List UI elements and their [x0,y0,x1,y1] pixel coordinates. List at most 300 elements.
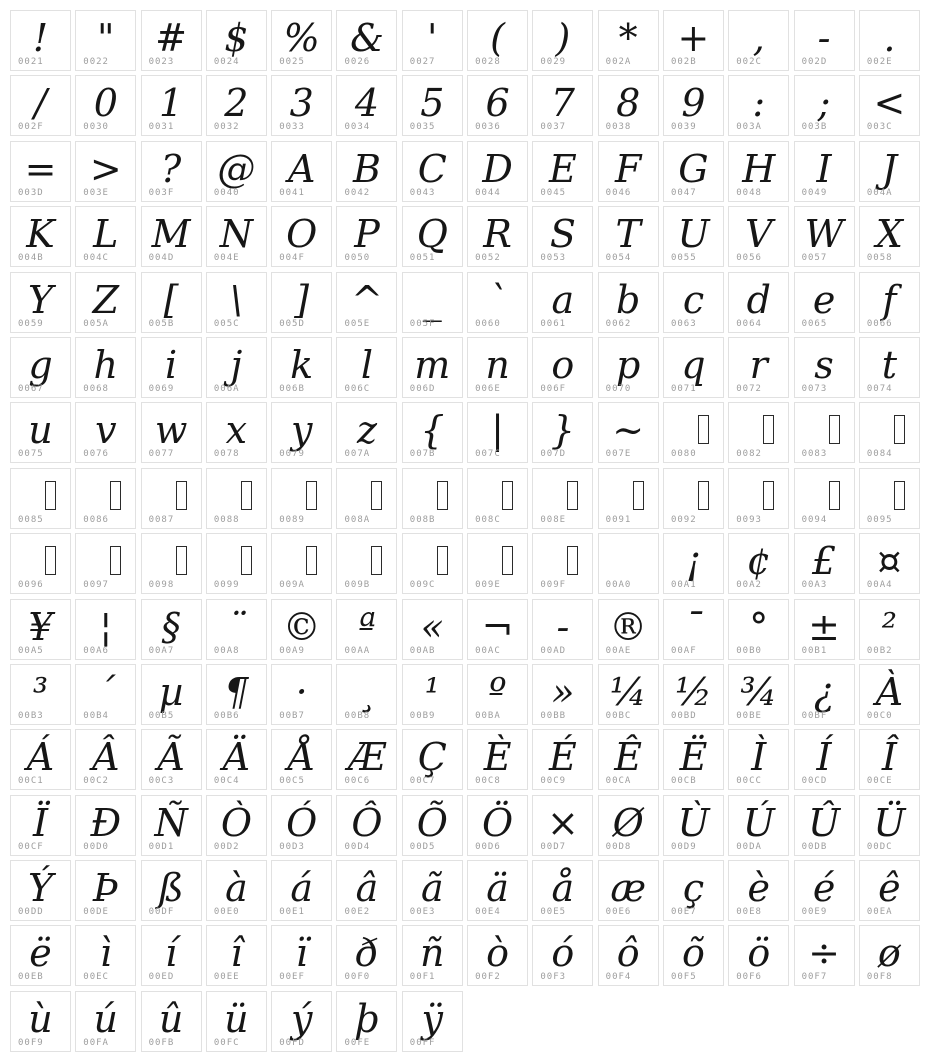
glyph-cell-00F1[interactable] [402,925,463,986]
glyph: w [154,408,188,453]
glyph-cell-00AB[interactable] [402,599,463,660]
glyph-cell-008A[interactable] [336,468,397,529]
glyph-cell-00E9[interactable] [794,860,855,921]
codepoint-label: 0045 [540,187,567,198]
glyph-cell-00F0[interactable] [336,925,397,986]
glyph-cell-00A1[interactable] [663,533,724,594]
glyph-cell-0077[interactable] [141,402,202,463]
glyph: 3 [289,81,314,126]
codepoint-label: 0097 [83,580,109,591]
glyph-cell-009E[interactable] [467,533,528,594]
glyph: 6 [485,81,510,126]
glyph-cell-0072[interactable] [728,337,789,398]
codepoint-label: 0066 [866,318,893,329]
codepoint-label: 00CF [18,841,44,852]
glyph-cell-005A[interactable] [75,272,136,333]
glyph-cell-00B4[interactable] [75,664,136,725]
glyph-cell-00CD[interactable] [794,729,855,790]
glyph-cell-006D[interactable] [402,337,463,398]
glyph-cell-0092[interactable] [663,468,724,529]
glyph-cell-006C[interactable] [336,337,397,398]
glyph-cell-00E3[interactable] [402,860,463,921]
glyph-cell-0033[interactable] [271,75,332,136]
glyph-cell-003C[interactable] [859,75,920,136]
glyph-cell-0038[interactable] [598,75,659,136]
glyph-cell-005E[interactable] [336,272,397,333]
codepoint-label: 00EF [279,972,305,983]
glyph-cell-00A3[interactable] [794,533,855,594]
glyph-cell-00DD[interactable] [10,860,71,921]
glyph: P [354,212,380,257]
glyph-cell-00EF[interactable] [271,925,332,986]
glyph-cell-00C0[interactable] [859,664,920,725]
glyph-cell-00EC[interactable] [75,925,136,986]
glyph-cell-0067[interactable] [10,337,71,398]
glyph-cell-0073[interactable] [794,337,855,398]
glyph: ² [881,604,897,649]
glyph-cell-004D[interactable] [141,206,202,267]
glyph-cell-002F[interactable] [10,75,71,136]
glyph-cell-0043[interactable] [402,141,463,202]
glyph-cell-00F4[interactable] [598,925,659,986]
glyph-cell-0062[interactable] [598,272,659,333]
glyph-cell-0093[interactable] [728,468,789,529]
glyph-cell-00FE[interactable] [336,991,397,1052]
glyph-cell-0051[interactable] [402,206,463,267]
glyph-cell-0098[interactable] [141,533,202,594]
glyph-cell-00B5[interactable] [141,664,202,725]
codepoint-label: 0052 [475,253,501,264]
glyph-cell-00DB[interactable] [794,795,855,856]
glyph-cell-0053[interactable] [532,206,593,267]
glyph: E [549,146,577,191]
glyph-cell-003A[interactable] [728,75,789,136]
glyph-cell-00E1[interactable] [271,860,332,921]
glyph-cell-00D0[interactable] [75,795,136,856]
glyph-cell-004A[interactable] [859,141,920,202]
glyph-cell-00AA[interactable] [336,599,397,660]
codepoint-label: 0096 [18,580,44,591]
glyph-cell-0055[interactable] [663,206,724,267]
glyph-cell-005B[interactable] [141,272,202,333]
glyph-cell-0052[interactable] [467,206,528,267]
glyph-cell-00E4[interactable] [467,860,528,921]
codepoint-label: 00A1 [670,580,697,591]
glyph-cell-0040[interactable] [206,141,267,202]
glyph-cell-00AF[interactable] [663,599,724,660]
codepoint-label: 003F [148,187,175,198]
glyph-cell-003F[interactable] [141,141,202,202]
glyph-cell-0065[interactable] [794,272,855,333]
glyph-cell-004E[interactable] [206,206,267,267]
glyph-cell-0085[interactable] [10,468,71,529]
glyph-cell-00CB[interactable] [663,729,724,790]
codepoint-label: 00EE [213,972,240,983]
glyph-cell-008E[interactable] [532,468,593,529]
glyph-cell-00D4[interactable] [336,795,397,856]
glyph-cell-0057[interactable] [794,206,855,267]
glyph-cell-00AE[interactable] [598,599,659,660]
codepoint-label: 007D [540,449,567,460]
glyph-cell-0036[interactable] [467,75,528,136]
glyph-cell-00CC[interactable] [728,729,789,790]
glyph-cell-00E0[interactable] [206,860,267,921]
glyph-cell-007C[interactable] [467,402,528,463]
codepoint-label: 00DE [83,907,109,918]
glyph-cell-00A0[interactable] [598,533,659,594]
glyph-cell-00FC[interactable] [206,991,267,1052]
glyph-cell-0069[interactable] [141,337,202,398]
glyph-cell-00F5[interactable] [663,925,724,986]
glyph: õ [682,931,705,976]
glyph-cell-002B[interactable] [663,10,724,71]
glyph-cell-00F2[interactable] [467,925,528,986]
glyph: c [682,277,705,322]
glyph-cell-0059[interactable] [10,272,71,333]
glyph-cell-0087[interactable] [141,468,202,529]
glyph-cell-00EA[interactable] [859,860,920,921]
glyph-cell-00F8[interactable] [859,925,920,986]
glyph-cell-00D3[interactable] [271,795,332,856]
codepoint-label: 004E [213,253,240,264]
glyph-cell-0024[interactable] [206,10,267,71]
glyph-cell-009C[interactable] [402,533,463,594]
glyph-cell-0041[interactable] [271,141,332,202]
glyph-cell-003D[interactable] [10,141,71,202]
glyph-cell-00B6[interactable] [206,664,267,725]
codepoint-label: 0094 [801,514,828,525]
glyph-cell-00A6[interactable] [75,599,136,660]
codepoint-label: 00D8 [605,841,632,852]
glyph: $ [224,16,249,60]
glyph-cell-00DC[interactable] [859,795,920,856]
glyph-cell-002E[interactable] [859,10,920,71]
glyph-cell-0046[interactable] [598,141,659,202]
glyph-cell-00A9[interactable] [271,599,332,660]
glyph-cell-0025[interactable] [271,10,332,71]
glyph: ô [616,931,640,976]
glyph-cell-0082[interactable] [728,402,789,463]
glyph-cell-006A[interactable] [206,337,267,398]
glyph-cell-00C9[interactable] [532,729,593,790]
glyph-cell-0099[interactable] [206,533,267,594]
glyph-cell-0050[interactable] [336,206,397,267]
glyph-cell-00C7[interactable] [402,729,463,790]
glyph-cell-0078[interactable] [206,402,267,463]
glyph-cell-00A5[interactable] [10,599,71,660]
glyph-cell-00E8[interactable] [728,860,789,921]
codepoint-label: 0042 [344,187,371,198]
glyph-cell-00A7[interactable] [141,599,202,660]
codepoint-label: 00F3 [540,972,567,983]
glyph-cell-0068[interactable] [75,337,136,398]
glyph-cell-00E2[interactable] [336,860,397,921]
glyph-cell-00B9[interactable] [402,664,463,725]
glyph-cell-00FA[interactable] [75,991,136,1052]
glyph-cell-0054[interactable] [598,206,659,267]
codepoint-label: 00DB [801,841,828,852]
glyph-cell-00A8[interactable] [206,599,267,660]
codepoint-label: 00F5 [670,972,697,983]
glyph-cell-00D1[interactable] [141,795,202,856]
glyph-cell-005D[interactable] [271,272,332,333]
codepoint-label: 0099 [213,580,240,591]
glyph-cell-00ED[interactable] [141,925,202,986]
notdef-box-glyph [337,469,396,515]
glyph-cell-003B[interactable] [794,75,855,136]
codepoint-label: 002F [18,122,44,133]
glyph-cell-0084[interactable] [859,402,920,463]
notdef-box-glyph [860,469,919,515]
codepoint-label: 0070 [605,383,632,394]
glyph-cell-0056[interactable] [728,206,789,267]
glyph-cell-009B[interactable] [336,533,397,594]
glyph-cell-00B2[interactable] [859,599,920,660]
codepoint-label: 009F [540,580,567,591]
glyph-cell-0021[interactable] [10,10,71,71]
glyph-cell-0047[interactable] [663,141,724,202]
glyph-cell-006B[interactable] [271,337,332,398]
glyph-cell-004B[interactable] [10,206,71,267]
codepoint-label: 00BE [736,710,762,721]
glyph-cell-00EB[interactable] [10,925,71,986]
glyph-cell-00F3[interactable] [532,925,593,986]
glyph: É [549,735,577,780]
glyph-cell-0030[interactable] [75,75,136,136]
glyph-cell-0083[interactable] [794,402,855,463]
glyph-cell-00C2[interactable] [75,729,136,790]
glyph-cell-00A2[interactable] [728,533,789,594]
glyph-cell-00CF[interactable] [10,795,71,856]
glyph-cell-0064[interactable] [728,272,789,333]
glyph-cell-0091[interactable] [598,468,659,529]
glyph-cell-00BF[interactable] [794,664,855,725]
glyph-cell-0035[interactable] [402,75,463,136]
codepoint-label: 00B1 [801,645,828,656]
glyph-cell-0031[interactable] [141,75,202,136]
glyph-cell-00B0[interactable] [728,599,789,660]
glyph-cell-008C[interactable] [467,468,528,529]
glyph-cell-0066[interactable] [859,272,920,333]
glyph-cell-00DF[interactable] [141,860,202,921]
glyph-cell-00FD[interactable] [271,991,332,1052]
codepoint-label: 00C3 [148,776,175,787]
glyph: Û [808,800,841,845]
glyph: p [616,342,641,387]
glyph-cell-00CA[interactable] [598,729,659,790]
glyph-cell-002D[interactable] [794,10,855,71]
glyph-cell-00E7[interactable] [663,860,724,921]
glyph-cell-0039[interactable] [663,75,724,136]
glyph-cell-00D2[interactable] [206,795,267,856]
glyph-cell-00C1[interactable] [10,729,71,790]
glyph: M [151,212,191,257]
glyph: * [618,16,638,60]
glyph-cell-00FB[interactable] [141,991,202,1052]
glyph-cell-0089[interactable] [271,468,332,529]
glyph: | [491,408,504,453]
codepoint-label: 0059 [18,318,44,329]
glyph-cell-00E5[interactable] [532,860,593,921]
glyph-cell-0034[interactable] [336,75,397,136]
glyph: ³ [32,669,49,714]
glyph-cell-00BB[interactable] [532,664,593,725]
glyph-cell-0080[interactable] [663,402,724,463]
glyph-cell-00CE[interactable] [859,729,920,790]
glyph-cell-0071[interactable] [663,337,724,398]
glyph: Ô [351,800,383,845]
glyph-cell-002A[interactable] [598,10,659,71]
glyph-cell-0023[interactable] [141,10,202,71]
glyph-cell-0075[interactable] [10,402,71,463]
glyph-cell-005C[interactable] [206,272,267,333]
glyph-cell-0029[interactable] [532,10,593,71]
glyph-cell-00F9[interactable] [10,991,71,1052]
glyph-cell-0076[interactable] [75,402,136,463]
glyph-cell-0058[interactable] [859,206,920,267]
glyph: 8 [616,81,641,126]
glyph-cell-005F[interactable] [402,272,463,333]
glyph-cell-00C4[interactable] [206,729,267,790]
codepoint-label: 0085 [18,514,44,525]
glyph-cell-0026[interactable] [336,10,397,71]
glyph-cell-0022[interactable] [75,10,136,71]
glyph-cell-007E[interactable] [598,402,659,463]
glyph: % [283,16,320,60]
glyph: Å [287,735,316,780]
glyph-cell-00B3[interactable] [10,664,71,725]
glyph-cell-00D7[interactable] [532,795,593,856]
glyph-cell-00B1[interactable] [794,599,855,660]
glyph-cell-006F[interactable] [532,337,593,398]
glyph: ÷ [808,931,840,976]
codepoint-label: 00C5 [279,776,305,787]
glyph-cell-002C[interactable] [728,10,789,71]
glyph-cell-00AC[interactable] [467,599,528,660]
codepoint-label: 0046 [605,187,632,198]
glyph-cell-00C5[interactable] [271,729,332,790]
glyph: â [355,866,379,911]
glyph-cell-00D5[interactable] [402,795,463,856]
glyph-cell-00BD[interactable] [663,664,724,725]
glyph-cell-004C[interactable] [75,206,136,267]
glyph-cell-00BE[interactable] [728,664,789,725]
codepoint-label: 0067 [18,383,44,394]
glyph-cell-00C6[interactable] [336,729,397,790]
glyph-cell-00FF[interactable] [402,991,463,1052]
glyph-cell-006E[interactable] [467,337,528,398]
glyph: á [290,866,314,911]
glyph-cell-003E[interactable] [75,141,136,202]
glyph: ] [294,277,310,322]
glyph-cell-0079[interactable] [271,402,332,463]
glyph-cell-0096[interactable] [10,533,71,594]
codepoint-label: 00AC [475,645,501,656]
glyph: , [752,16,765,60]
codepoint-label: 00BD [670,710,697,721]
codepoint-label: 0060 [475,318,501,329]
glyph-cell-0061[interactable] [532,272,593,333]
glyph-cell-0044[interactable] [467,141,528,202]
glyph-cell-00A4[interactable] [859,533,920,594]
glyph-cell-009F[interactable] [532,533,593,594]
glyph-cell-00B7[interactable] [271,664,332,725]
glyph: 1 [159,81,184,126]
glyph-cell-0063[interactable] [663,272,724,333]
glyph: È [483,735,512,780]
glyph-cell-0032[interactable] [206,75,267,136]
glyph-cell-0095[interactable] [859,468,920,529]
glyph-cell-0060[interactable] [467,272,528,333]
glyph-cell-0086[interactable] [75,468,136,529]
codepoint-label: 00C2 [83,776,109,787]
glyph-cell-0037[interactable] [532,75,593,136]
glyph-cell-007B[interactable] [402,402,463,463]
glyph-cell-007D[interactable] [532,402,593,463]
glyph-cell-00F6[interactable] [728,925,789,986]
glyph-cell-009A[interactable] [271,533,332,594]
codepoint-label: 0043 [409,187,436,198]
codepoint-label: 00B0 [736,645,762,656]
glyph: å [551,866,575,911]
glyph-cell-0028[interactable] [467,10,528,71]
glyph-cell-00C8[interactable] [467,729,528,790]
glyph-cell-008B[interactable] [402,468,463,529]
glyph: i [165,342,178,387]
codepoint-label: 0025 [279,57,305,67]
glyph-cell-0070[interactable] [598,337,659,398]
codepoint-label: 00DA [736,841,762,852]
glyph: q [681,342,706,387]
glyph-cell-00DA[interactable] [728,795,789,856]
glyph-cell-0074[interactable] [859,337,920,398]
glyph-cell-0042[interactable] [336,141,397,202]
notdef-box-glyph [403,534,462,580]
glyph: ü [224,996,249,1041]
glyph-cell-0048[interactable] [728,141,789,202]
codepoint-label: 00D7 [540,841,567,852]
glyph-cell-00F7[interactable] [794,925,855,986]
glyph: ¥ [28,604,53,649]
glyph-cell-00DE[interactable] [75,860,136,921]
glyph-cell-0094[interactable] [794,468,855,529]
glyph: ^ [351,277,383,322]
glyph: ¯ [683,604,703,649]
glyph-cell-00BA[interactable] [467,664,528,725]
glyph-cell-00C3[interactable] [141,729,202,790]
glyph: 4 [354,81,380,126]
glyph-cell-00D8[interactable] [598,795,659,856]
glyph-cell-0027[interactable] [402,10,463,71]
glyph-cell-0097[interactable] [75,533,136,594]
glyph-cell-0045[interactable] [532,141,593,202]
notdef-box-glyph [795,403,854,449]
glyph-cell-00D9[interactable] [663,795,724,856]
glyph-cell-0088[interactable] [206,468,267,529]
glyph-cell-00E6[interactable] [598,860,659,921]
glyph-cell-004F[interactable] [271,206,332,267]
glyph-cell-00B8[interactable] [336,664,397,725]
codepoint-label: 005B [148,318,175,329]
glyph-cell-00D6[interactable] [467,795,528,856]
codepoint-label: 00EA [866,907,893,918]
glyph-cell-00AD[interactable] [532,599,593,660]
codepoint-label: 0061 [540,318,567,329]
glyph-cell-00BC[interactable] [598,664,659,725]
glyph-cell-007A[interactable] [336,402,397,463]
glyph-cell-00EE[interactable] [206,925,267,986]
glyph-cell-0049[interactable] [794,141,855,202]
